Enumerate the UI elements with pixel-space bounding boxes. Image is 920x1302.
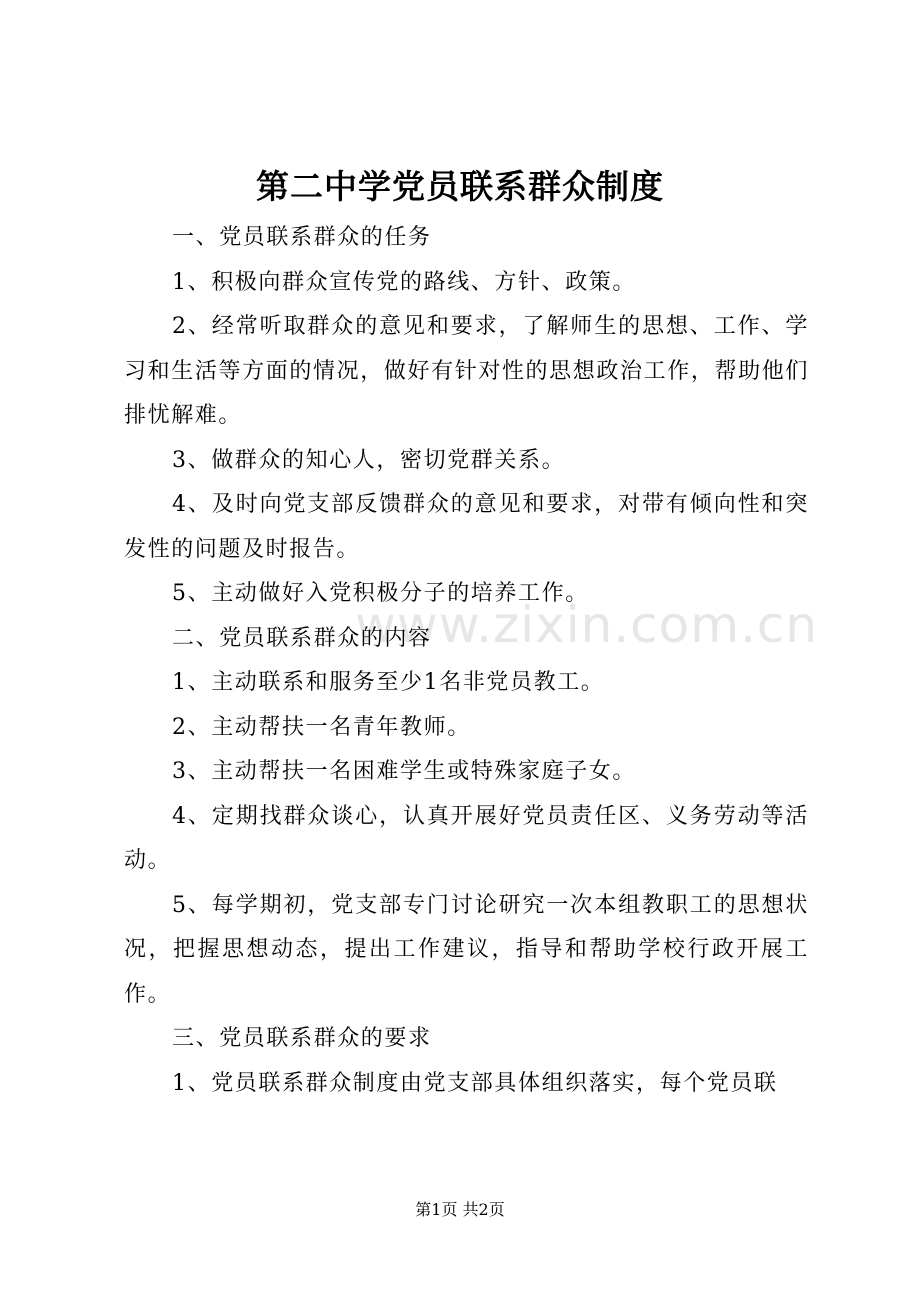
- paragraph: 3、主动帮扶一名困难学生或特殊家庭子女。: [172, 759, 636, 784]
- paragraph: 4、及时向党支部反馈群众的意见和要求，对带有倾向性和突发性的问题及时报告。: [124, 492, 809, 562]
- document-title: 第二中学党员联系群众制度: [256, 167, 664, 206]
- section-heading-content: 二、党员联系群众的内容: [172, 625, 432, 651]
- paragraph: 4、定期找群众谈心，认真开展好党员责任区、义务劳动等活动。: [124, 803, 809, 873]
- document-body: [124, 216, 809, 1106]
- paragraph: 1、主动联系和服务至少1名非党员教工。: [172, 670, 605, 695]
- watermark: www.zixin.com.cn: [355, 596, 819, 654]
- paragraph: 5、主动做好入党积极分子的培养工作。: [172, 581, 589, 606]
- paragraph: 1、党员联系群众制度由党支部具体组织落实，每个党员联: [172, 1070, 778, 1096]
- section-heading-requirements: 三、党员联系群众的要求: [172, 1026, 432, 1051]
- paragraph: 2、经常听取群众的意见和要求，了解师生的思想、工作、学习和生活等方面的情况，做好有针对性的思想政治工作，帮助他们排忧解难。: [124, 314, 809, 428]
- section-heading-tasks: 一、党员联系群众的任务: [172, 225, 432, 250]
- page-footer: 第1页 共2页: [415, 1200, 505, 1219]
- paragraph: 3、做群众的知心人，密切党群关系。: [172, 447, 566, 473]
- paragraph: 1、积极向群众宣传党的路线、方针、政策。: [172, 269, 636, 295]
- paragraph: 5、每学期初，党支部专门讨论研究一次本组教职工的思想状况，把握思想动态，提出工作建议，指导和帮助学校行政开展工作。: [124, 892, 809, 1007]
- paragraph: 2、主动帮扶一名青年教师。: [172, 714, 471, 740]
